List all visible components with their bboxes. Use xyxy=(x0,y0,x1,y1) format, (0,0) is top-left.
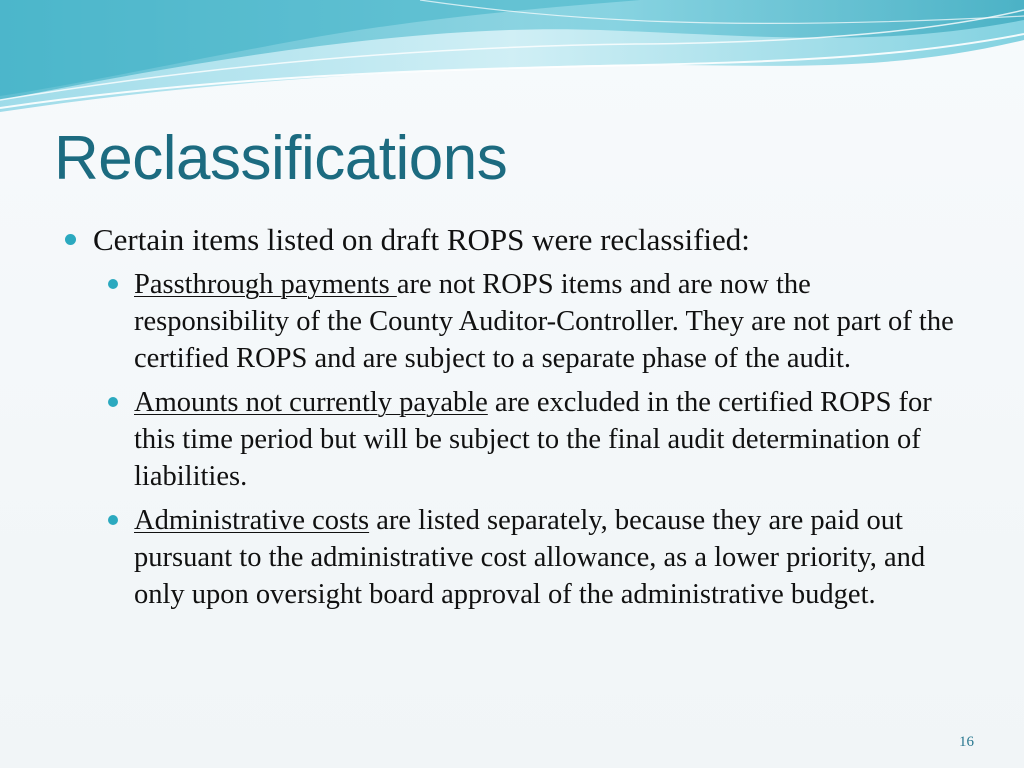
sub-bullet-text: are excluded in the certified ROPS for this time period but will be subject to the final audit determination of liabilities. xyxy=(134,387,932,492)
sub-bullet-item xyxy=(62,266,954,377)
header-wave-decoration xyxy=(0,0,1024,120)
sub-bullet-item xyxy=(62,502,954,613)
slide-title: Reclassifications xyxy=(54,124,508,193)
main-bullet-item xyxy=(62,218,982,262)
sub-bullet-text: are listed separately, because they are paid out pursuant to the administrative cost allowance, as a lower priority, and only upon oversight board approval of the administrative budget. xyxy=(134,505,926,610)
sub-bullet-term: Amounts not currently payable xyxy=(134,387,488,418)
main-bullet-text: Certain items listed on draft ROPS were reclassified: xyxy=(93,222,750,257)
sub-bullet-list xyxy=(62,266,982,613)
sub-bullet-dot-icon xyxy=(108,279,118,289)
sub-bullet-dot-icon xyxy=(108,397,118,407)
slide-body xyxy=(62,218,982,620)
sub-bullet-term: Administrative costs xyxy=(134,505,370,536)
sub-bullet-item xyxy=(62,384,954,495)
page-number: 16 xyxy=(959,734,974,750)
sub-bullet-term: Passthrough payments xyxy=(134,269,397,300)
sub-bullet-dot-icon xyxy=(108,515,118,525)
bullet-dot-icon xyxy=(65,234,76,245)
sub-bullet-text: are not ROPS items and are now the responsibility of the County Auditor-Controller. They are not part of the certified ROPS and are subject to a separate phase of the audit. xyxy=(134,269,954,374)
